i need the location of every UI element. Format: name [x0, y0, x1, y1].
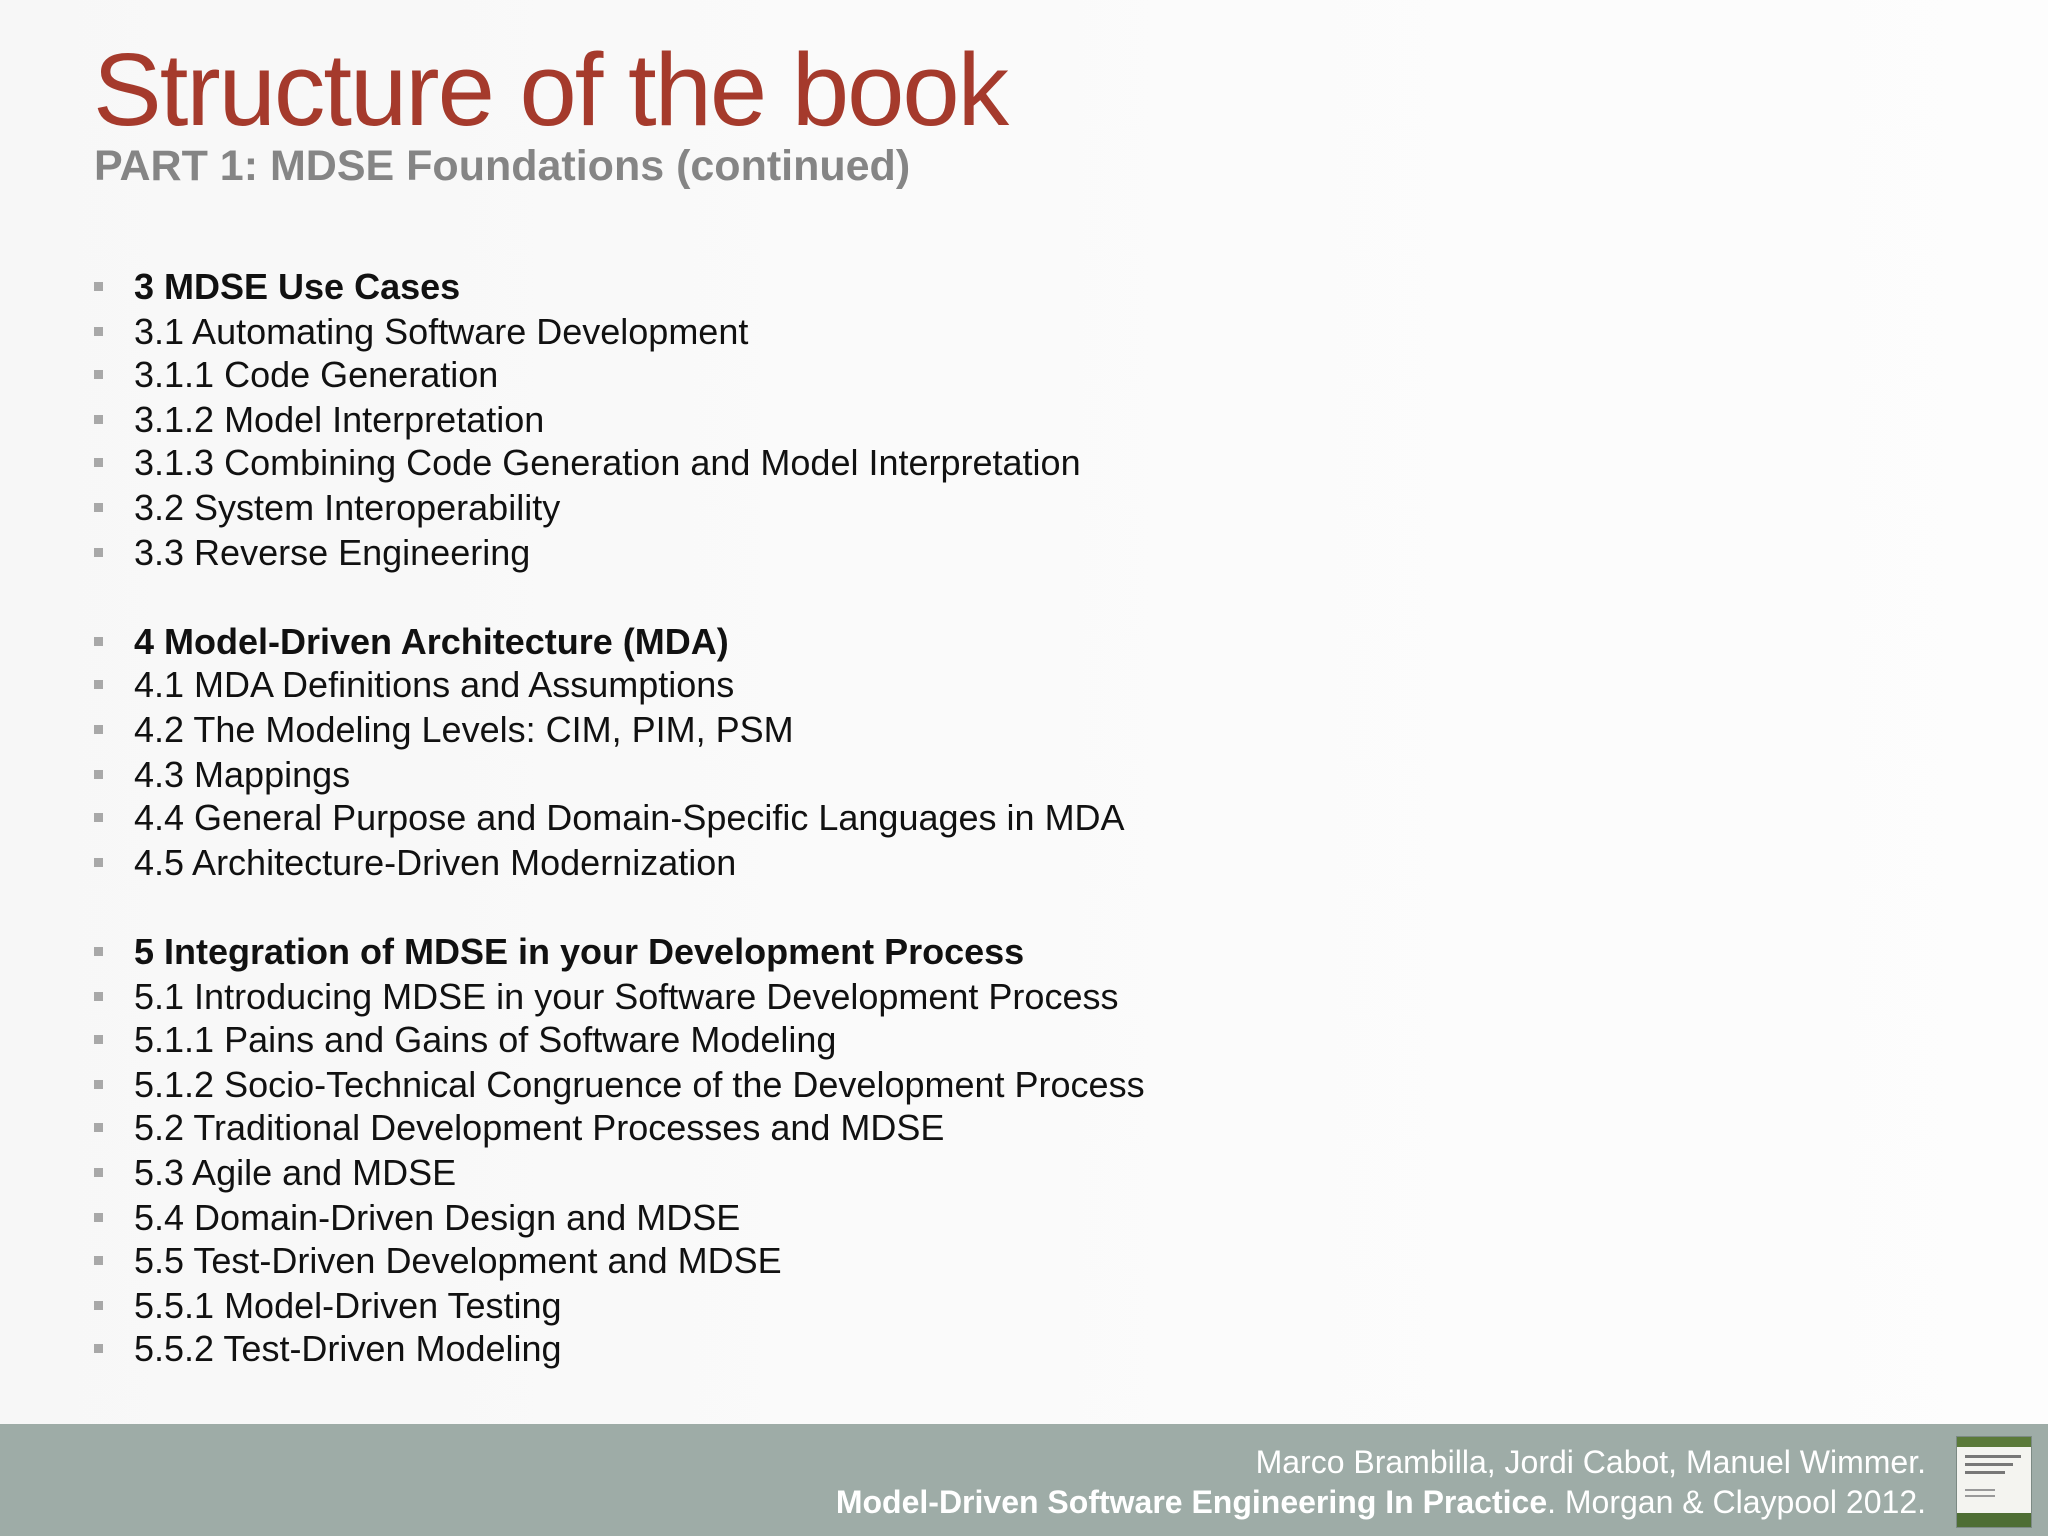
toc-item-text: 3.2 System Interoperability — [134, 487, 561, 528]
square-bullet-icon — [94, 992, 103, 1001]
square-bullet-icon — [94, 637, 103, 646]
square-bullet-icon — [94, 813, 103, 822]
toc-item-text: 5.5 Test-Driven Development and MDSE — [134, 1240, 782, 1281]
toc-item-text: 4 Model-Driven Architecture (MDA) — [134, 621, 729, 662]
square-bullet-icon — [94, 858, 103, 867]
square-bullet-icon — [94, 1123, 103, 1132]
toc-item-text: 5.5.1 Model-Driven Testing — [134, 1285, 562, 1326]
footer-authors: Marco Brambilla, Jordi Cabot, Manuel Wimmer. — [1255, 1444, 1926, 1480]
toc-item-text: 3 MDSE Use Cases — [134, 266, 461, 307]
square-bullet-icon — [94, 725, 103, 734]
square-bullet-icon — [94, 503, 103, 512]
footer-publisher: . Morgan & Claypool 2012. — [1547, 1484, 1926, 1520]
cover-author-line — [1965, 1495, 1995, 1497]
toc-item-text: 5.1.2 Socio-Technical Congruence of the Development Process — [134, 1064, 1145, 1105]
toc-item-text: 3.1.1 Code Generation — [134, 354, 499, 395]
toc-item-text: 4.3 Mappings — [134, 754, 351, 795]
toc-item-text: 5.1 Introducing MDSE in your Software Development Process — [134, 976, 1119, 1017]
square-bullet-icon — [94, 770, 103, 779]
toc-item-text: 3.3 Reverse Engineering — [134, 532, 531, 573]
footer-citation — [836, 1484, 1926, 1521]
square-bullet-icon — [94, 947, 103, 956]
square-bullet-icon — [94, 548, 103, 557]
cover-title-line — [1965, 1471, 2005, 1474]
toc-item-text: 5 Integration of MDSE in your Development Process — [134, 931, 1025, 972]
square-bullet-icon — [94, 1256, 103, 1265]
square-bullet-icon — [94, 415, 103, 424]
toc-item-text: 4.1 MDA Definitions and Assumptions — [134, 664, 735, 705]
cover-author-line — [1965, 1489, 1995, 1491]
cover-title-line — [1965, 1455, 2021, 1458]
square-bullet-icon — [94, 1344, 103, 1353]
toc-item-text: 5.2 Traditional Development Processes and MDSE — [134, 1107, 945, 1148]
book-cover-thumbnail — [1956, 1436, 2032, 1528]
square-bullet-icon — [94, 1080, 103, 1089]
toc-item-text: 5.4 Domain-Driven Design and MDSE — [134, 1197, 741, 1238]
square-bullet-icon — [94, 1213, 103, 1222]
square-bullet-icon — [94, 458, 103, 467]
square-bullet-icon — [94, 1301, 103, 1310]
cover-band — [1957, 1437, 2031, 1447]
toc-item-text: 5.3 Agile and MDSE — [134, 1152, 457, 1193]
square-bullet-icon — [94, 680, 103, 689]
toc-item-text: 4.2 The Modeling Levels: CIM, PIM, PSM — [134, 709, 794, 750]
toc-item-text: 5.1.1 Pains and Gains of Software Modeling — [134, 1019, 837, 1060]
square-bullet-icon — [94, 1168, 103, 1177]
cover-title-line — [1965, 1463, 2013, 1466]
square-bullet-icon — [94, 1035, 103, 1044]
toc-item-text: 3.1.3 Combining Code Generation and Model Interpretation — [134, 442, 1081, 483]
toc-item-text: 4.4 General Purpose and Domain-Specific Languages in MDA — [134, 797, 1125, 838]
footer-book-title: Model-Driven Software Engineering In Practice — [835, 1484, 1548, 1520]
square-bullet-icon — [94, 370, 103, 379]
toc-item-text: 3.1.2 Model Interpretation — [134, 399, 545, 440]
slide-subtitle: PART 1: MDSE Foundations (continued) — [94, 142, 911, 190]
cover-band-bottom — [1957, 1513, 2031, 1527]
slide-title: Structure of the book — [93, 32, 1008, 147]
square-bullet-icon — [94, 282, 103, 291]
toc-item-text: 3.1 Automating Software Development — [134, 311, 749, 352]
toc-item-text: 5.5.2 Test-Driven Modeling — [134, 1328, 562, 1369]
square-bullet-icon — [94, 327, 103, 336]
toc-item-text: 4.5 Architecture-Driven Modernization — [134, 842, 737, 883]
